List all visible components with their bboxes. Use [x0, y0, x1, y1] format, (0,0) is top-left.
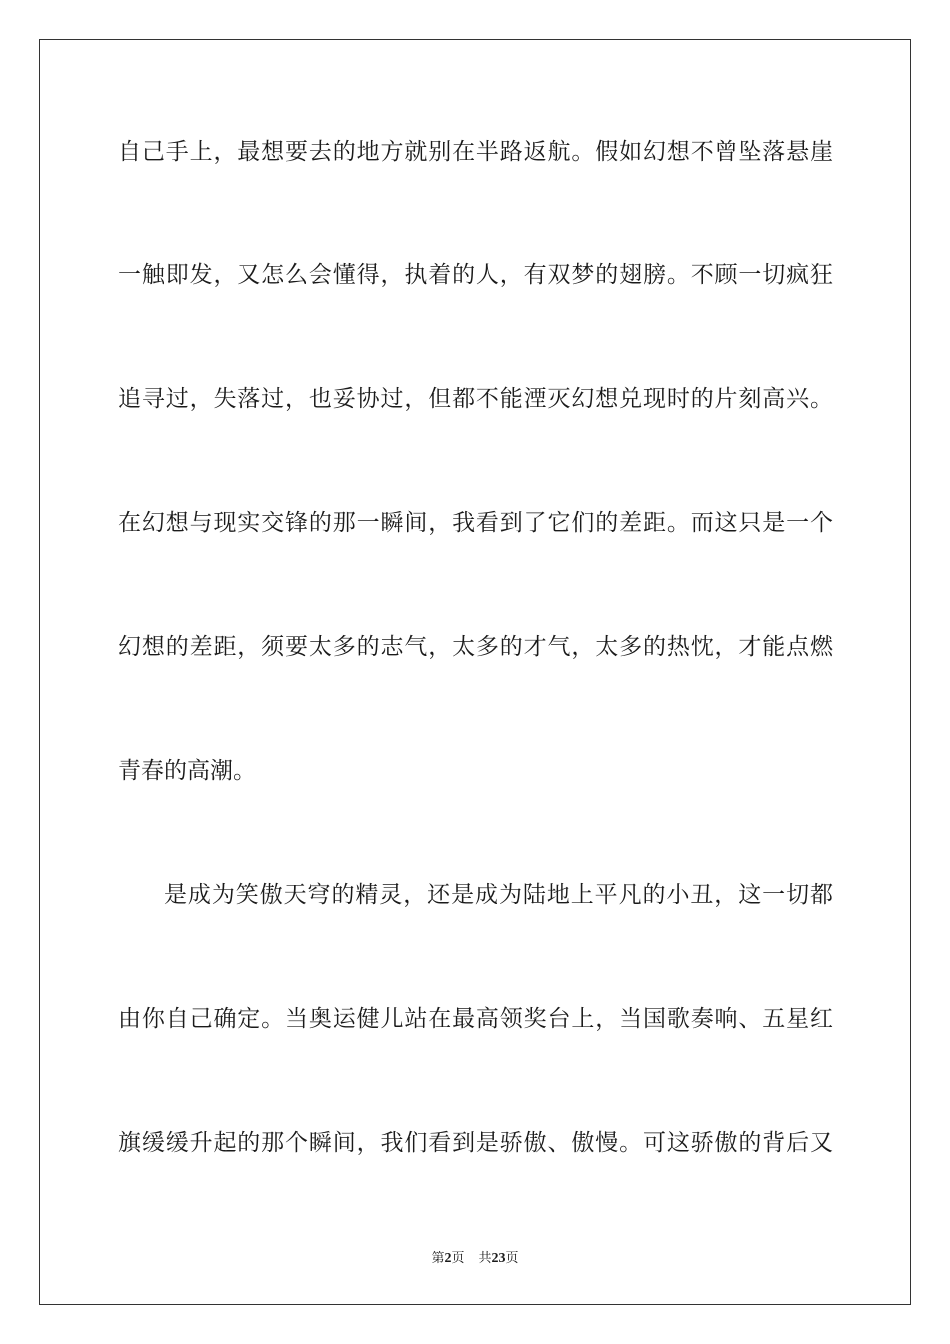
- text-line: 青春的高潮。: [118, 758, 256, 784]
- page-prefix: 第: [431, 1251, 445, 1266]
- paragraph-first-line: 是成为笑傲天穹的精灵，还是成为陆地上平凡的小丑，这一切都: [164, 882, 833, 908]
- text-line: 追寻过，失落过，也妥协过，但都不能湮灭幻想兑现时的片刻高兴。: [118, 386, 833, 412]
- text-line: 幻想的差距，须要太多的志气，太多的才气，太多的热忱，才能点燃: [118, 634, 833, 660]
- page-number: 2: [444, 1251, 452, 1266]
- text-line: 由你自己确定。当奥运健儿站在最高领奖台上，当国歌奏响、五星红: [118, 1006, 833, 1032]
- text-line: 在幻想与现实交锋的那一瞬间，我看到了它们的差距。而这只是一个: [118, 510, 833, 536]
- page-footer: [0, 1247, 950, 1267]
- total-suffix: 页: [505, 1251, 519, 1266]
- text-line: 一触即发，又怎么会懂得，执着的人，有双梦的翅膀。不顾一切疯狂: [118, 262, 833, 288]
- total-prefix: 共: [478, 1251, 492, 1266]
- page-suffix: 页: [451, 1251, 465, 1266]
- total-pages: 23: [491, 1251, 506, 1266]
- text-line: 旗缓缓升起的那个瞬间，我们看到是骄傲、傲慢。可这骄傲的背后又: [118, 1130, 833, 1156]
- text-line: 自己手上，最想要去的地方就别在半路返航。假如幻想不曾坠落悬崖: [118, 139, 833, 165]
- page-border: [39, 39, 911, 1305]
